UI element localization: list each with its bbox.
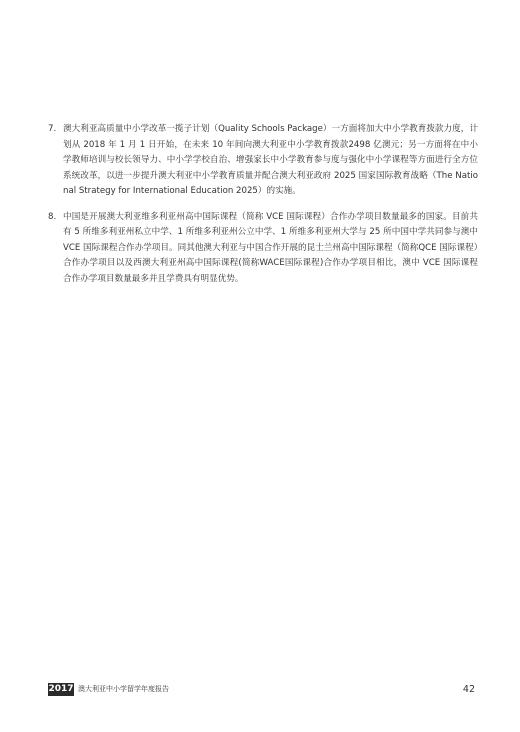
- note-item: [48, 210, 478, 288]
- page-number: 42: [462, 684, 475, 695]
- note-number: 7.: [48, 124, 57, 134]
- page-footer: [48, 683, 475, 697]
- note-text: 澳大利亚高质量中小学改革一揽子计划（Quality Schools Package）一方面将加大中小学教育拨款力度，计划从 2018 年 1 月 1 日开始，在未来 10 年间向澳大利亚中小学教育拨款2498 亿澳元；另一方面将在中小学教师培训与校长领导力、中小学学校自治、增强家长中小学教育参与度与强化中小学课程等方面进行全方位系统改革，以进一步提升澳大利亚中小学教育质量并配合澳大利亚政府 2025 国家国际教育战略（The National Strategy for International Education 2025）的实施。: [63, 124, 478, 196]
- footer-year-badge: 2017: [48, 684, 74, 694]
- notes-list: [48, 122, 478, 297]
- note-number: 8.: [48, 211, 57, 222]
- note-item: [48, 122, 478, 200]
- note-text: 中国是开展澳大利亚维多利亚州高中国际课程（简称 VCE 国际课程）合作办学项目数量最多的国家。目前共有 5 所维多利亚州私立中学、1 所维多利亚州公立中学、1 所维多利亚州大学与 25 所中国中学共同参与澳中 VCE 国际课程合作办学项目。同其他澳大利亚与中国合作开展的昆士兰州高中国际课程（简称QCE 国际课程）合作办学项目以及西澳大利亚州高中国际课程(简称WACE国际课程)合作办学项目相比，澳中 VCE 国际课程合作办学项目数量最多并且学费具有明显优势。: [63, 211, 478, 284]
- footer-report-title: 澳大利亚中小学留学年度报告: [78, 685, 169, 693]
